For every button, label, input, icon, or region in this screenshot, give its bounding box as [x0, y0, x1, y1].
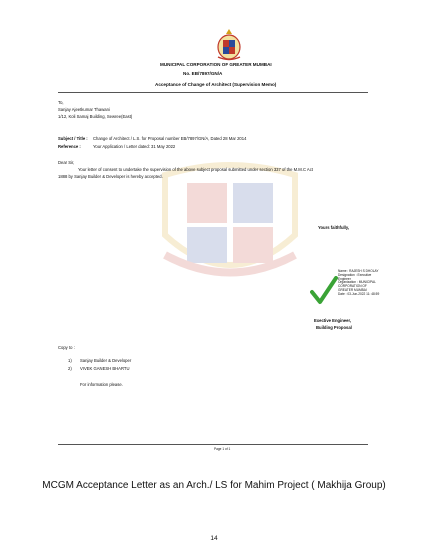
signatory-title-2: Building Proposal: [316, 325, 352, 330]
copy-to-label: Copy to :: [58, 345, 75, 350]
to-label: To,: [58, 100, 64, 105]
body-line-1: Your letter of consent to undertake the supervision of the above subject proposal submitted under section 337 of the M.M.C Act: [78, 167, 313, 172]
mcgm-seal-logo: [214, 28, 244, 62]
closing: Yours faithfully,: [318, 225, 350, 230]
page-number: 14: [210, 535, 218, 542]
signer-designation: Designation : Executive: [338, 272, 372, 277]
signer-organization-cont2: GREATER MUMBAI: [338, 287, 367, 292]
mcgm-watermark-emblem: [155, 155, 305, 295]
copy-to-num-1: 1): [68, 358, 72, 363]
signatory-title-1: Exective Engineer,: [314, 318, 352, 323]
subject-text: Change of Architect / L.S. for Proposal number EB/7897/GN/A, Dated 28 Mar 2014: [93, 136, 247, 141]
memo-heading: Acceptance of Change of Architect (Supervision Memo): [155, 82, 277, 87]
copy-to-item-2: VIVEK GANESH BHARTU: [80, 366, 130, 371]
signature-date: Date : 03-Jun-2022 11: 48:59: [338, 291, 380, 296]
subject-label: Subject / Title :: [58, 136, 88, 141]
salutation: Dear Sir,: [58, 160, 75, 165]
signer-organization-cont1: CORPORATION OF: [338, 284, 367, 289]
copy-to-item-1: Sanjay Builder & Developer: [80, 358, 132, 363]
header-divider: [58, 92, 368, 93]
recipient-name: Sanjay Ajeetkumar Thawani: [58, 107, 110, 112]
signer-name: Name : RAJESH S DHOLAY: [338, 269, 379, 273]
signer-designation-cont: Engineer: [338, 276, 351, 281]
document-caption: MCGM Acceptance Letter as an Arch./ LS for Mahim Project ( Makhija Group): [42, 480, 386, 491]
copy-to-num-2: 2): [68, 366, 72, 371]
for-info-note: For information please.: [80, 382, 123, 387]
verified-check-icon: [310, 276, 338, 306]
reference-text: Your Application / Letter dated: 31 May 2022: [93, 144, 176, 149]
signature-details: [338, 270, 379, 297]
body-line-2: 1888 by Sanjay Builder & Developer is hereby accepted.: [58, 174, 163, 179]
letter-page-label: Page 1 of 1: [214, 447, 231, 451]
org-name: MUNICIPAL CORPORATION OF GREATER MUMBAI: [160, 62, 272, 67]
signer-organization: Organization : MUNICIPAL: [338, 280, 376, 285]
reference-number: No. EB/7897/GN/A: [183, 71, 223, 76]
reference-label: Reference :: [58, 144, 81, 149]
recipient-address: 1/12, Koli Samaj Building, Sewree(East): [58, 114, 133, 119]
footer-divider: [58, 444, 368, 445]
